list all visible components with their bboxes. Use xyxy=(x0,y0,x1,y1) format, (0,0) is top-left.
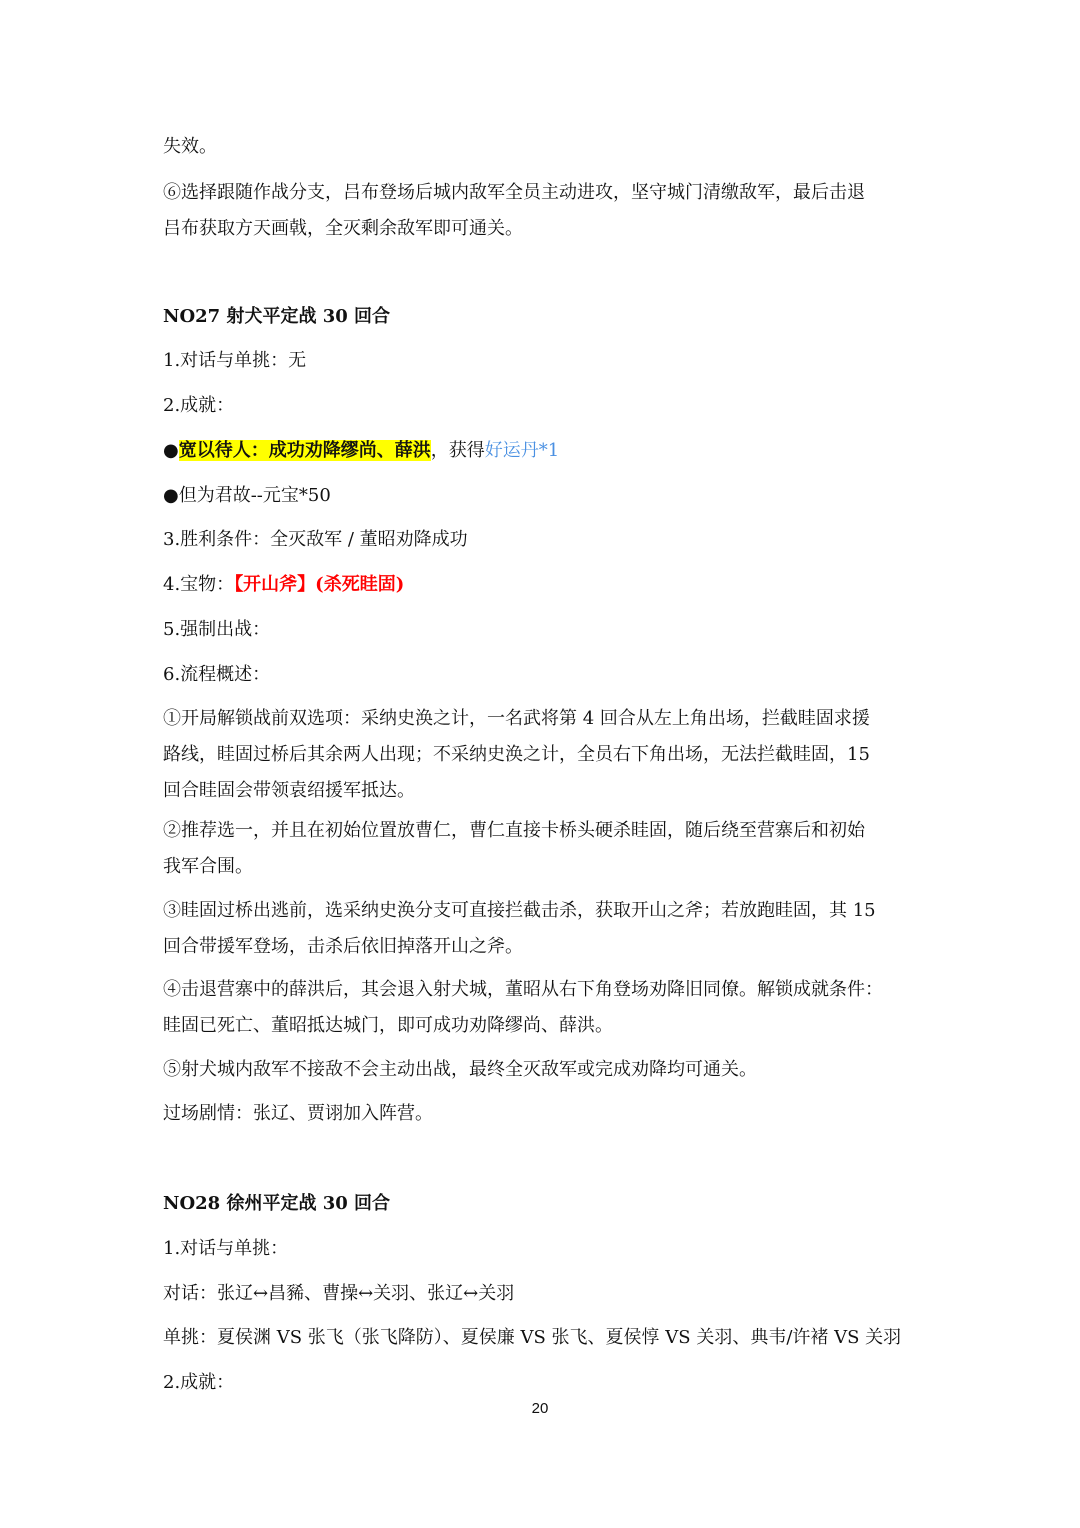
duel-list: 单挑：夏侯渊 VS 张飞（张飞降防）、夏侯廉 VS 张飞、夏侯惇 VS 关羽、典韦/许褚 VS 关羽 xyxy=(163,1327,902,1348)
item-process-overview: 6.流程概述： xyxy=(163,664,271,685)
text-line: ②推荐选一，并且在初始位置放曹仁，曹仁直接卡桥头硬杀眭固，随后绕至营寨后和初始 xyxy=(163,820,865,841)
achievement-1 xyxy=(163,433,923,469)
text-line: 眭固已死亡、董昭抵达城门，即可成功劝降缪尚、薛洪。 xyxy=(163,1015,613,1036)
text-line: 我军合围。 xyxy=(163,856,253,877)
item-forced-deploy: 5.强制出战： xyxy=(163,619,271,640)
dialog-list: 对话：张辽↔昌豨、曹操↔关羽、张辽↔关羽 xyxy=(163,1283,515,1304)
page-number: 20 xyxy=(531,1400,549,1417)
item-achievements: 2.成就： xyxy=(163,1372,235,1393)
step-3 xyxy=(163,893,923,965)
item-treasure xyxy=(163,567,923,603)
text-line: ①开局解锁战前双选项：采纳史涣之计，一名武将第 4 回合从左上角出场，拦截眭固求援 xyxy=(163,708,870,729)
text-line: 路线，眭固过桥后其余两人出现；不采纳史涣之计，全员右下角出场，无法拦截眭固，15 xyxy=(163,744,870,765)
item-achievements: 2.成就： xyxy=(163,395,235,416)
text-line: ⑥选择跟随作战分支，吕布登场后城内敌军全员主动进攻，坚守城门清缴敌军，最后击退 xyxy=(163,182,865,203)
bullet: ● xyxy=(163,440,179,461)
text-line: 回合眭固会带领袁绍援军抵达。 xyxy=(163,780,415,801)
section-heading-no27: NO27 射犬平定战 30 回合 xyxy=(163,306,391,327)
text-line: 吕布获取方天画戟，全灭剩余敌军即可通关。 xyxy=(163,218,523,239)
text-line: ③眭固过桥出逃前，选采纳史涣分支可直接拦截击杀，获取开山之斧；若放跑眭固，其 15 xyxy=(163,900,876,921)
treasure-value: 【开山斧】(杀死眭固) xyxy=(234,574,405,595)
paragraph-prev-step-6 xyxy=(163,175,923,247)
step-2 xyxy=(163,813,923,885)
cutscene-note: 过场剧情：张辽、贾诩加入阵营。 xyxy=(163,1103,433,1124)
item-dialog-duel: 1.对话与单挑：无 xyxy=(163,350,307,371)
achievement-reward-text: ，获得 xyxy=(430,440,485,461)
paragraph-prev-end: 失效。 xyxy=(163,136,217,157)
item-victory-condition: 3.胜利条件：全灭敌军 / 董昭劝降成功 xyxy=(163,529,468,550)
step-4 xyxy=(163,972,923,1044)
text-line: ④击退营寨中的薛洪后，其会退入射犬城，董昭从右下角登场劝降旧同僚。解锁成就条件： xyxy=(163,979,883,1000)
achievement-2: ●但为君故--元宝*50 xyxy=(163,485,331,506)
step-1 xyxy=(163,701,923,809)
text-line: 回合带援军登场，击杀后依旧掉落开山之斧。 xyxy=(163,936,523,957)
treasure-label: 4.宝物： xyxy=(163,574,235,595)
achievement-highlight: 宽以待人：成功劝降缪尚、薛洪 xyxy=(178,440,431,461)
step-5: ⑤射犬城内敌军不接敌不会主动出战，最终全灭敌军或完成劝降均可通关。 xyxy=(163,1059,757,1080)
section-heading-no28: NO28 徐州平定战 30 回合 xyxy=(163,1193,391,1214)
reward-link[interactable]: 好运丹*1 xyxy=(484,440,560,461)
item-dialog-duel: 1.对话与单挑： xyxy=(163,1238,289,1259)
